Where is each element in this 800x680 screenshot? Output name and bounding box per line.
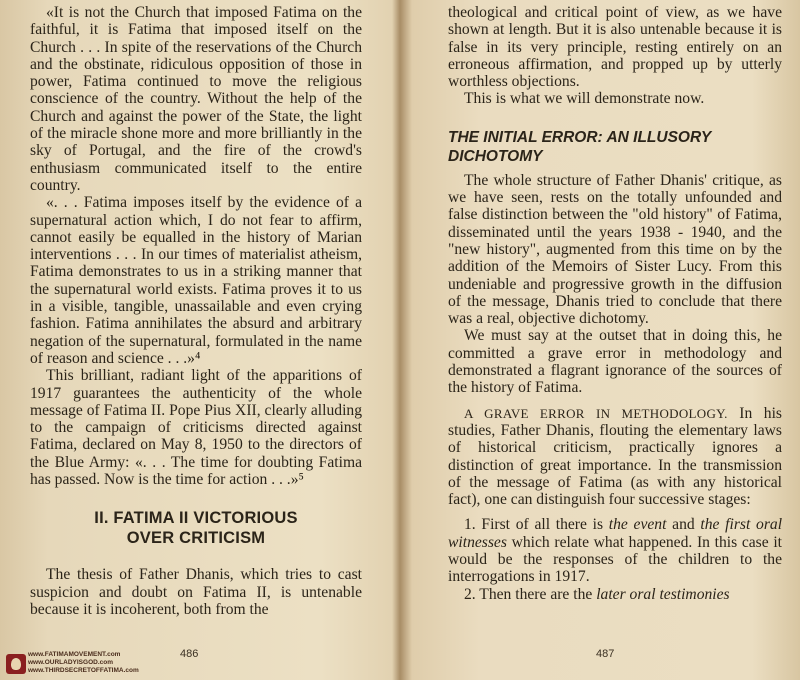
- body-paragraph: This brilliant, radiant light of the apparitions of 1917 guarantees the authenticity of the whole message of Fatima II. Pope Pius XII, clearly alluding to the campaign of criticisms directed against Fatima, declared on May 8, 1950 to the directors of the Blue Army: «. . . The time for doubting Fatima has passed. Now is the time for action . . .»⁵: [30, 367, 362, 489]
- paragraph-gap: [448, 397, 782, 405]
- list-text: which relate what happened. In this case it would be the responses of the children to the interrogations in 1917.: [448, 533, 782, 586]
- body-paragraph: «It is not the Church that imposed Fatima on the faithful, it is Fatima that imposed itself on the Church . . . In spite of the reservations of the Church and the obstinate, ridiculous opposition of those in power, Fatima continued to move the religious conscience of the country. Without the help of the Church and against the power of the State, the light of the miracle shone more and more brilliantly in the sky of Portugal, and the fire of the crowd's enthusiasm communicated itself to the entire country.: [30, 4, 362, 194]
- paragraph-text: In his studies, Father Dhanis, flouting the elementary laws of historical criticism, practically ignores a distinction of great importance. In the transmission of the message of Fatima (as with any historical fact), one can distinguish four successive stages:: [448, 404, 782, 509]
- footer-urls: [28, 651, 139, 675]
- footer-url: www.OURLADYISGOD.com: [28, 659, 113, 666]
- body-paragraph: «. . . Fatima imposes itself by the evidence of a supernatural action which, I do not fear to affirm, cannot easily be equalled in the history of Marian interventions . . . In our times of materialist atheism, Fatima demonstrates to us in a striking manner that the supernatural world exists. Fatima proves it to us in a visible, tangible, unassailable and even crying fashion. Fatima annihilates the absurd and arbitrary negation of the supernatural, formulated in the name of reason and science . . .»⁴: [30, 194, 362, 367]
- paragraph-gap: [448, 508, 782, 516]
- body-paragraph: The whole structure of Father Dhanis' critique, as we have seen, rests on the totally unfounded and false distinction between the "old history" of Fatima, disseminated until the years 1938 - 1940, and the "new history", augmented from this time on by the addition of the Memoirs of Sister Lucy. From this undeniable and progressive growth in the diffusion of the message, Dhanis tried to conclude that there was a real, objective dichotomy.: [448, 171, 782, 328]
- section-heading: [448, 128, 782, 166]
- list-emphasis: the event: [608, 516, 667, 534]
- section-heading-line: THE INITIAL ERROR: AN ILLUSORY: [448, 128, 712, 146]
- list-emphasis: the first oral witnesses: [448, 516, 783, 551]
- section-heading-line: II. FATIMA II VICTORIOUS: [94, 509, 298, 528]
- left-page-text: [30, 4, 362, 618]
- section-heading-line: OVER CRITICISM: [126, 529, 266, 548]
- list-emphasis: later oral testimonies: [596, 585, 730, 603]
- run-in-heading: A GRAVE ERROR IN METHODOLOGY.: [464, 405, 728, 421]
- page-number: 487: [596, 648, 615, 660]
- body-paragraph: We must say at the outset that in doing this, he committed a grave error in methodology and demonstrated a flagrant ignorance of the sources of the history of Fatima.: [448, 327, 782, 397]
- right-page-text: [448, 4, 782, 603]
- body-paragraph: The thesis of Father Dhanis, which tries to cast suspicion and doubt on Fatima II, is untenable because it is incoherent, both from the: [30, 566, 362, 618]
- website-logo-icon: [6, 654, 26, 674]
- footer-url: www.FATIMAMOVEMENT.com: [28, 651, 121, 658]
- page-number: 486: [180, 648, 199, 660]
- section-heading: [30, 508, 362, 548]
- right-page: [400, 0, 800, 680]
- body-paragraph: theological and critical point of view, as we have shown at length. But it is also untenable because it is false in its very principle, resting entirely on an erroneous affirmation, and propped up by utterly worthless objections.: [448, 4, 782, 91]
- body-paragraph: This is what we will demonstrate now.: [464, 90, 705, 108]
- footer-url: www.THIRDSECRETOFFATIMA.com: [28, 667, 139, 674]
- list-text: 2. Then there are the: [464, 585, 597, 603]
- list-item: [448, 516, 782, 585]
- list-item: [448, 586, 782, 603]
- list-text: and: [666, 516, 701, 534]
- section-heading-line: DICHOTOMY: [448, 147, 543, 165]
- list-text: 1. First of all there is: [464, 516, 609, 534]
- body-paragraph: [448, 405, 782, 509]
